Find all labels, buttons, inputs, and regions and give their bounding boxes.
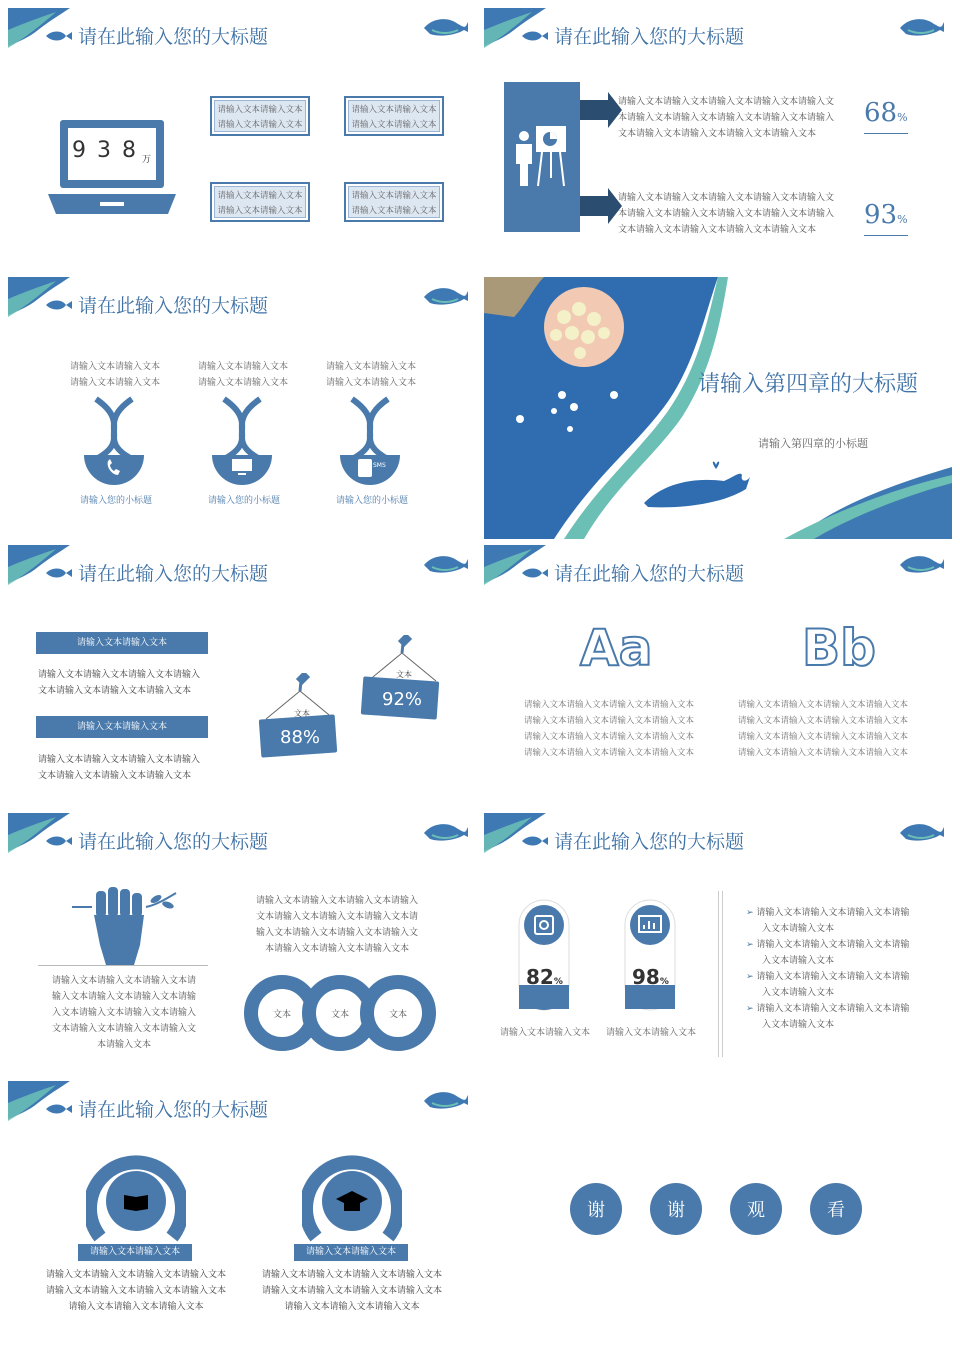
thanks-char-1: 谢 <box>570 1183 622 1235</box>
slide-title: 请在此输入您的大标题 <box>78 563 269 585</box>
fish-icon <box>46 835 74 849</box>
fish-icon <box>46 299 74 313</box>
whale-icon <box>898 551 946 577</box>
ring-2: 文本 <box>302 975 378 1051</box>
col-1-text: 请输入文本请输入文本 请输入文本请输入文本 <box>70 362 161 388</box>
col-b-text: 请输入文本请输入文本请输入文本请输入文本 请输入文本请输入文本请输入文本请输入文本 请输入文本请输入文本请输入文本请输入文本 请输入文本请输入文本请输入文本请输入文本 <box>738 700 909 758</box>
percent-93: 93% <box>864 200 908 236</box>
slide-3 <box>8 277 476 539</box>
slide-title: 请在此输入您的大标题 <box>78 1099 269 1121</box>
slide-title: 请在此输入您的大标题 <box>78 295 269 317</box>
fish-icon <box>522 30 550 44</box>
dna-computer-icon <box>212 395 272 485</box>
slide-10 <box>484 1081 952 1343</box>
thanks-char-2: 谢 <box>650 1183 702 1235</box>
col-2-subtitle: 请输入您的小标题 <box>208 496 281 506</box>
sign-label-1: 文本 <box>294 709 310 718</box>
book-ring-icon <box>86 1153 186 1245</box>
paragraph-1: 请输入文本请输入文本请输入文本请输入 文本请输入文本请输入文本请输入文本 <box>38 670 201 696</box>
percent-82: 82% <box>526 965 563 989</box>
fish-icon <box>46 567 74 581</box>
percent-88: 88% <box>280 727 321 748</box>
text-box-4: 请输入文本请输入文本 请输入文本请输入文本 <box>344 182 444 222</box>
label-bar-1: 请输入文本请输入文本 <box>36 632 208 654</box>
slide-title: 请在此输入您的大标题 <box>554 831 745 853</box>
percent-92: 92% <box>382 689 423 710</box>
col-3-subtitle: 请输入您的小标题 <box>336 496 409 506</box>
ring-1: 文本 <box>244 975 320 1051</box>
slide-title: 请在此输入您的大标题 <box>78 26 269 48</box>
col-2-text: 请输入文本请输入文本 请输入文本请输入文本 <box>198 362 289 388</box>
right-paragraph: 请输入文本请输入文本请输入文本请输入 文本请输入文本请输入文本请输入文本请 输入文本请输入文本请输入文本请输入文 本请输入文本请输入文本请输入文本 <box>255 896 418 954</box>
caption-1: 请输入文本请输入文本 <box>500 1028 591 1038</box>
fish-icon <box>46 1103 74 1117</box>
paragraph-2: 请输入文本请输入文本请输入文本请输入 文本请输入文本请输入文本请输入文本 <box>38 755 201 781</box>
percent-98: 98% <box>632 965 669 989</box>
fish-icon <box>522 835 550 849</box>
paragraph-2: 请输入文本请输入文本请输入文本请输入文本请输入文 本请输入文本请输入文本请输入文本请输入文本请输入 文本请输入文本请输入文本请输入文本请输入文本 <box>618 193 835 235</box>
slide-5 <box>8 545 476 807</box>
slide-7 <box>8 813 476 1075</box>
percent-68: 68% <box>864 98 908 134</box>
slide-4 <box>484 277 952 539</box>
sms-label: SMS <box>373 462 386 469</box>
bullet-list: ➢ 请输入文本请输入文本请输入文本请输 入文本请输入文本 ➢ 请输入文本请输入文本请输入文本请输 入文本请输入文本 ➢ 请输入文本请输入文本请输入文本请输 入文本请输入文本 ➢ 请输入文本请输入文本请输入文本请输 入文本请输入文本 <box>746 908 910 1030</box>
chapter-subtitle: 请输入第四章的小标题 <box>758 437 868 450</box>
paragraph-2: 请输入文本请输入文本请输入文本请输入文本 请输入文本请输入文本请输入文本请输入文本 请输入文本请输入文本请输入文本 <box>261 1270 442 1312</box>
col-3-text: 请输入文本请输入文本 请输入文本请输入文本 <box>326 362 417 388</box>
laptop-icon <box>48 118 178 218</box>
fish-icon <box>46 30 74 44</box>
presenter-panel <box>504 82 632 234</box>
paragraph-1: 请输入文本请输入文本请输入文本请输入文本请输入文 本请输入文本请输入文本请输入文本请输入文本请输入 文本请输入文本请输入文本请输入文本请输入文本 <box>618 97 835 139</box>
text-box-1: 请输入文本请输入文本 请输入文本请输入文本 <box>210 96 310 136</box>
whale-icon <box>898 14 946 40</box>
whale-icon <box>422 819 470 845</box>
paragraph-1: 请输入文本请输入文本请输入文本请输入文本 请输入文本请输入文本请输入文本请输入文本 请输入文本请输入文本请输入文本 <box>45 1270 226 1312</box>
caption-2: 请输入文本请输入文本 <box>606 1028 697 1038</box>
label-bar-2: 请输入文本请输入文本 <box>36 716 208 738</box>
whale-icon <box>422 283 470 309</box>
laptop-number: 9 3 8 <box>72 138 138 163</box>
col-1-subtitle: 请输入您的小标题 <box>80 496 153 506</box>
text-box-2: 请输入文本请输入文本 请输入文本请输入文本 <box>344 96 444 136</box>
graduation-ring-icon <box>302 1153 402 1245</box>
chapter-title: 请输入第四章的大标题 <box>698 372 919 397</box>
laptop-unit: 万 <box>142 155 152 165</box>
slide-title: 请在此输入您的大标题 <box>554 563 745 585</box>
watercolor-background <box>484 277 952 539</box>
slide-title: 请在此输入您的大标题 <box>554 26 745 48</box>
whale-icon <box>422 1087 470 1113</box>
slide-6 <box>484 545 952 807</box>
sign-label-2: 文本 <box>396 670 412 679</box>
whale-icon <box>898 819 946 845</box>
label-bar-2: 请输入文本请输入文本 <box>294 1244 408 1261</box>
whale-icon <box>422 14 470 40</box>
slide-title: 请在此输入您的大标题 <box>78 831 269 853</box>
divider-2 <box>722 891 723 1057</box>
thanks-char-3: 观 <box>730 1183 782 1235</box>
left-paragraph: 请输入文本请输入文本请输入文本请 输入文本请输入文本请输入文本请输 入文本请输入文本请输入文本请输入 文本请输入文本请输入文本请输入文 本请输入文本 <box>51 976 196 1050</box>
dna-phone-icon <box>84 395 144 485</box>
whale-icon <box>422 551 470 577</box>
label-bar-1: 请输入文本请输入文本 <box>78 1244 192 1261</box>
divider <box>718 891 719 1057</box>
slide-1 <box>8 8 476 270</box>
slide-8 <box>484 813 952 1075</box>
col-a-text: 请输入文本请输入文本请输入文本请输入文本 请输入文本请输入文本请输入文本请输入文本 请输入文本请输入文本请输入文本请输入文本 请输入文本请输入文本请输入文本请输入文本 <box>524 700 695 758</box>
slide-2 <box>484 8 952 270</box>
ring-3: 文本 <box>360 975 436 1051</box>
fish-icon <box>522 567 550 581</box>
safe-pill <box>518 899 570 1011</box>
letter-bb: Bb <box>802 619 876 677</box>
text-box-3: 请输入文本请输入文本 请输入文本请输入文本 <box>210 182 310 222</box>
slide-9 <box>8 1081 476 1343</box>
letter-aa: Aa <box>580 619 653 677</box>
chart-pill <box>624 899 676 1011</box>
thanks-char-4: 看 <box>810 1183 862 1235</box>
divider <box>38 965 208 966</box>
dna-sms-icon <box>340 395 400 485</box>
fist-olive-branch-icon <box>72 885 182 967</box>
